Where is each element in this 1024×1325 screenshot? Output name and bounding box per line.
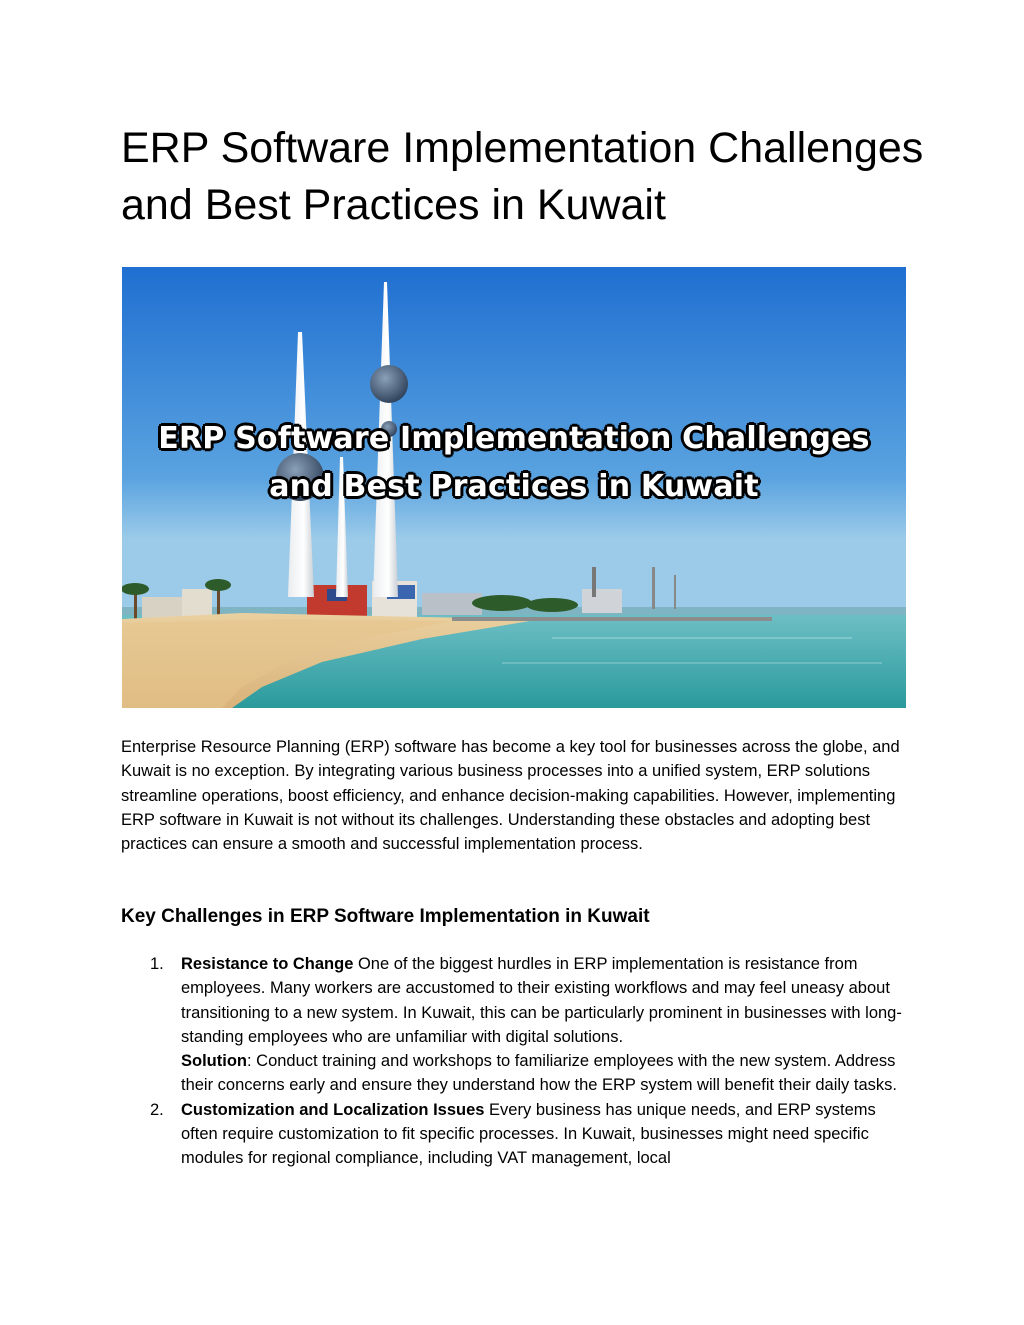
challenges-list	[121, 952, 911, 1171]
section-heading: Key Challenges in ERP Software Implementation in Kuwait	[121, 906, 650, 927]
hero-caption-line-2: and Best Practices in Kuwait	[269, 469, 759, 504]
hero-caption-line-1: ERP Software Implementation Challenges	[158, 421, 870, 456]
intro-paragraph: Enterprise Resource Planning (ERP) software has become a key tool for businesses across the globe, and Kuwait is no exception. By integrating various business processes into a unified system, ERP solutions streamline operations, boost efficiency, and enhance decision-making capabilities. However, implementing ERP software in Kuwait is not without its challenges. Understanding these obstacles and adopting best practices can ensure a smooth and successful implementation process.	[121, 738, 900, 854]
page-title: ERP Software Implementation Challenges and Best Practices in Kuwait	[121, 124, 924, 229]
list-item	[121, 952, 911, 1098]
list-item-text: Every business has unique needs, and ERP systems often require customization to fit specific processes. In Kuwait, businesses might need specific modules for regional compliance, including VAT management, local	[181, 1100, 876, 1168]
hero-caption	[122, 415, 906, 511]
list-item-number: 1.	[150, 955, 164, 973]
list-item-heading: Customization and Localization Issues	[181, 1100, 485, 1119]
hero-image	[122, 267, 906, 708]
list-item-number: 2.	[150, 1100, 164, 1119]
list-item-text: One of the biggest hurdles in ERP implementation is resistance from employees. Many workers are accustomed to their existing workflows and may feel uneasy about transitioning to a new system. In Kuwait, this can be particularly prominent in businesses with long-standing employees who are unfamiliar with digital solutions.	[181, 955, 902, 1046]
list-item-heading: Resistance to Change	[181, 955, 354, 973]
solution-text: : Conduct training and workshops to familiarize employees with the new system. Address their concerns early and ensure they understand how the ERP system will benefit their daily tasks.	[181, 1052, 897, 1095]
list-item	[121, 1098, 911, 1171]
solution-label: Solution	[181, 1052, 247, 1071]
